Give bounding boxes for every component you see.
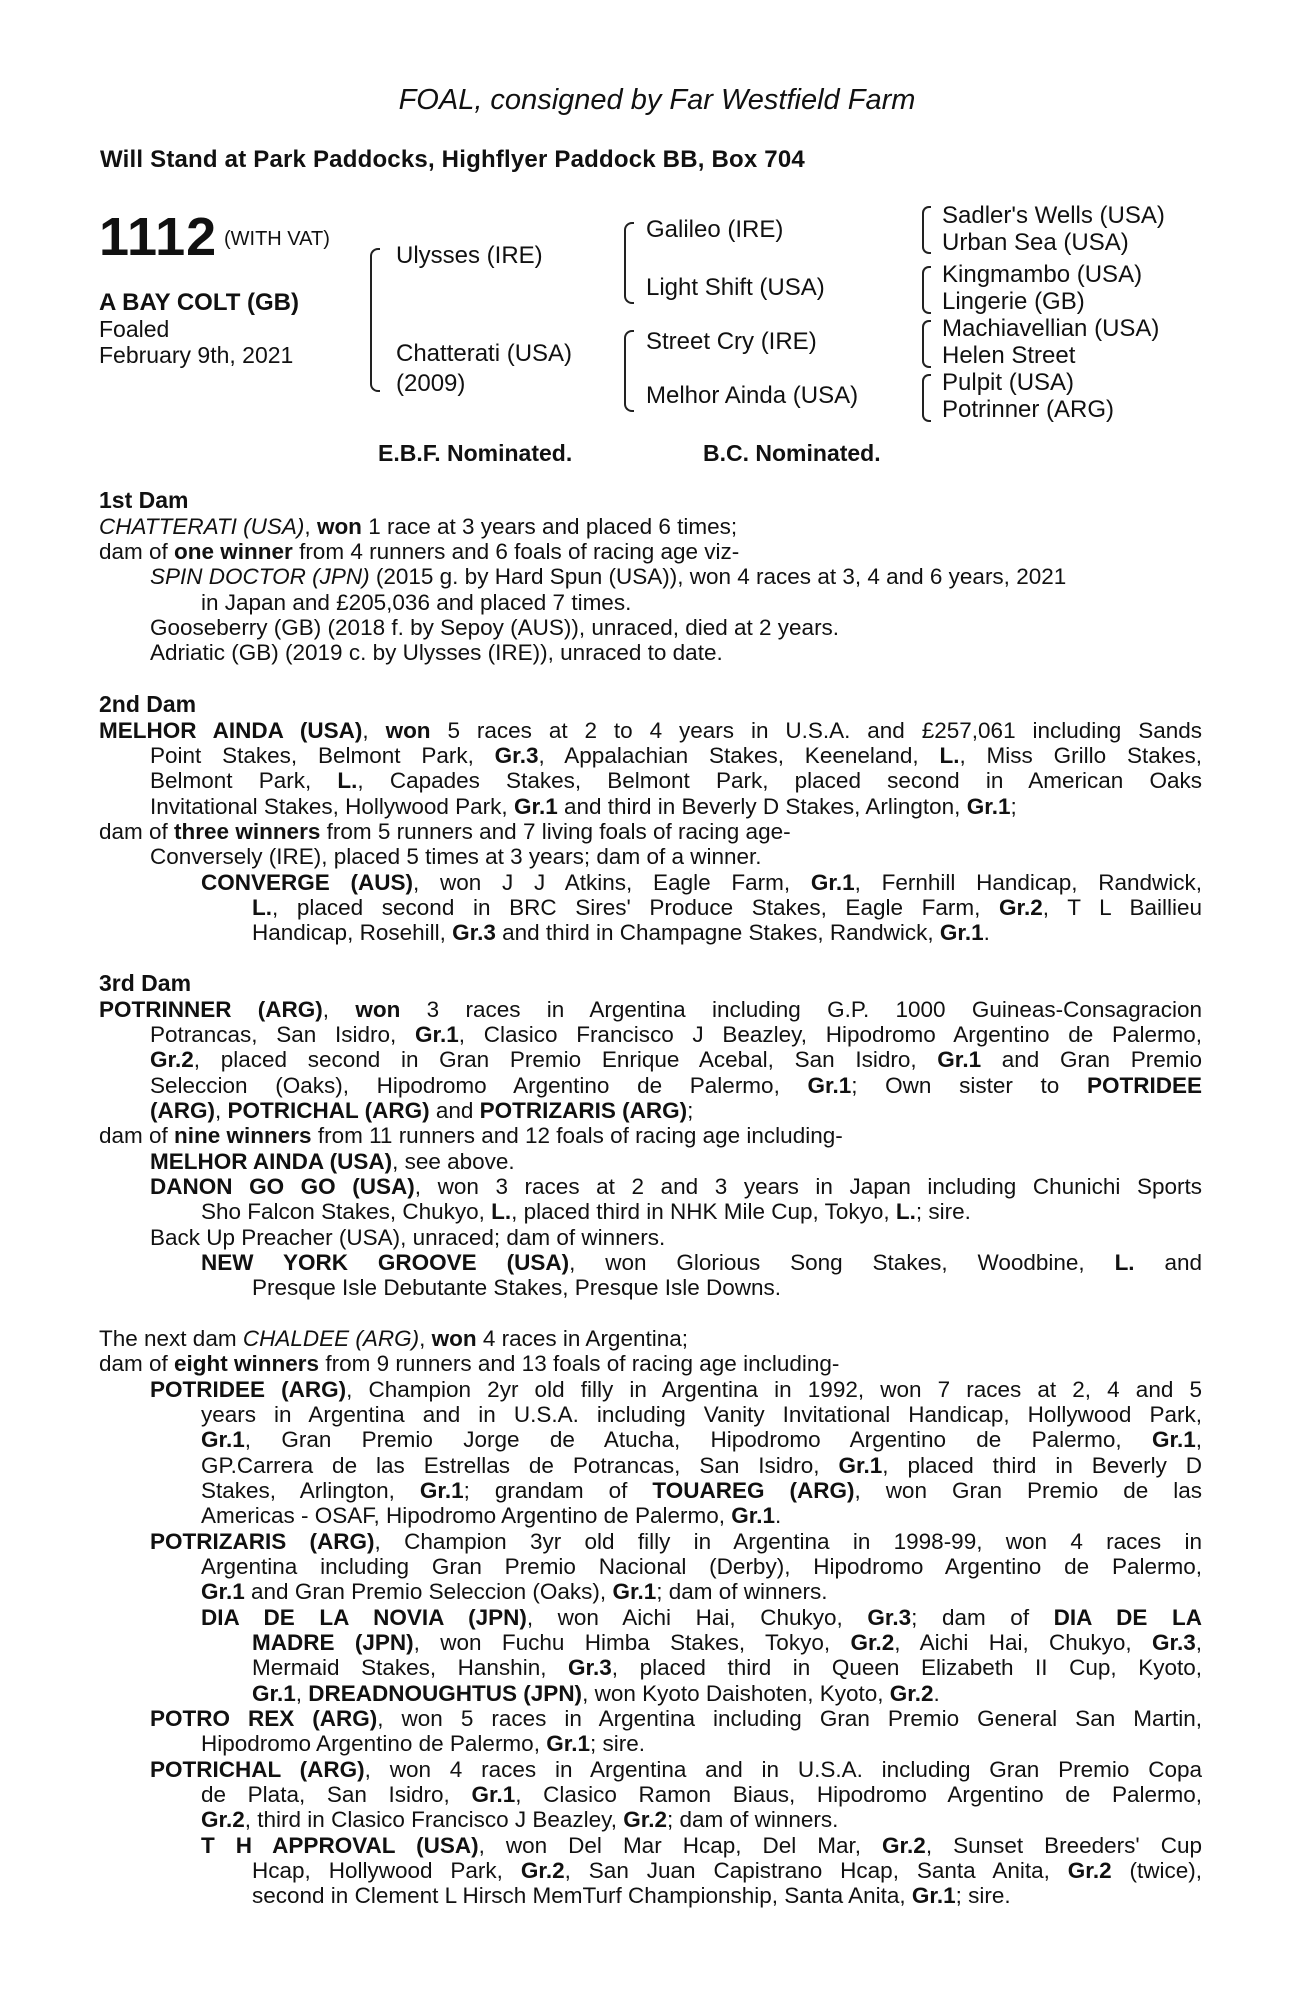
text-run: ; dam of winners. [656,1579,828,1604]
text-run: , T L Baillieu [1042,895,1202,920]
text-run: , third in Clasico Francisco J Beazley, [244,1807,624,1832]
text-run: POTRICHAL (ARG) [150,1757,365,1782]
text-run: Gr.2 [889,1681,934,1706]
text-run: , Clasico Francisco J Beazley, Hipodromo Argentino de Palermo, [458,1022,1203,1047]
dam2-line [252,895,1202,920]
dam1-line [150,615,839,640]
ebf-nomination: E.B.F. Nominated. [378,440,573,466]
text-run: Argentina including Gran Premio Nacional (Derby), Hipodromo Argentino de Palermo, [201,1554,1202,1579]
text-run: Gr.3 [452,920,496,945]
dam3-line [150,1149,515,1174]
vat-note: (WITH VAT) [224,228,330,250]
text-run: and [429,1098,480,1123]
text-run: , [1195,1630,1202,1655]
text-run: , Champion 2yr old filly in Argentina in 1992, won 7 races at 2, 4 and 5 [346,1377,1202,1402]
next-dam-line [99,1351,839,1376]
dam3-line [150,1047,1202,1072]
foaled-date: February 9th, 2021 [99,342,294,368]
text-run: ; [687,1098,694,1123]
text-run: from 9 runners and 13 foals of racing age including- [319,1351,840,1376]
text-run: L. [252,895,272,920]
next-dam-line [201,1807,838,1832]
text-run: (ARG) [150,1098,215,1123]
text-run: and third in Champagne Stakes, Randwick, [495,920,940,945]
text-run: , Appalachian Stakes, Keeneland, [538,743,940,768]
text-run: DIA DE LA [1053,1605,1202,1630]
stand-location: Will Stand at Park Paddocks, Highflyer Paddock BB, Box 704 [100,146,805,173]
text-run: years in Argentina and in U.S.A. including Vanity Invitational Handicap, Hollywood Park, [201,1402,1202,1427]
text-run: Gr.2 [520,1858,565,1883]
pedigree-dds: Pulpit (USA) [942,369,1075,396]
next-dam-line [150,1706,1202,1731]
dam2-line [150,794,1017,819]
text-run: DREADNOUGHTUS (JPN) [308,1681,583,1706]
next-dam-line [252,1655,1202,1680]
text-run: , won Glorious Song Stakes, Woodbine, [569,1250,1115,1275]
text-run: ; Own sister to [851,1073,1087,1098]
text-run: 1 race at 3 years and placed 6 times; [361,514,738,539]
bc-nomination: B.C. Nominated. [703,440,881,466]
text-run: , won J J Atkins, Eagle Farm, [413,870,811,895]
text-run: POTRIDEE [1086,1073,1202,1098]
text-run: ; sire. [589,1731,645,1756]
text-run: TOUAREG (ARG) [652,1478,855,1503]
text-run: MADRE (JPN) [252,1630,414,1655]
dam2-line [99,718,1202,743]
text-run: . [775,1503,782,1528]
text-run: Gr.1 [414,1022,459,1047]
text-run: , won 4 races in Argentina and in U.S.A. including Gran Premio Copa [364,1757,1202,1782]
text-run: ; sire. [915,1199,971,1224]
text-run: , [362,718,386,743]
text-run: , Miss Grillo Stakes, [959,743,1202,768]
text-run: Gr.3 [1151,1630,1196,1655]
text-run: 4 races in Argentina; [476,1326,689,1351]
next-dam-line [252,1883,1011,1908]
text-run: . [933,1681,940,1706]
text-run: Presque Isle Debutante Stakes, Presque Isle Downs. [252,1275,782,1300]
text-run: Handicap, Rosehill, [252,920,453,945]
text-run: , Gran Premio Jorge de Atucha, Hipodromo Argentino de Palermo, [244,1427,1152,1452]
text-run: , [322,997,356,1022]
text-run: won [385,718,431,743]
text-run: dam of [99,1351,175,1376]
text-run: and [1134,1250,1203,1275]
text-run: . [983,920,990,945]
text-run: , [295,1681,309,1706]
lot-title: A BAY COLT (GB) [99,289,300,316]
text-run: Point Stakes, Belmont Park, [150,743,495,768]
text-run: nine winners [174,1123,312,1148]
text-run: Gr.2 [150,1047,194,1072]
text-run: Mermaid Stakes, Hanshin, [252,1655,569,1680]
text-run: Gr.1 [1151,1427,1196,1452]
dam3-line [150,1174,1202,1199]
text-run: Gr.2 [998,895,1043,920]
text-run: won [355,997,401,1022]
text-run: (2015 g. by Hard Spun (USA)), won 4 races at 3, 4 and 6 years, 2021 [369,564,1067,589]
text-run: Conversely (IRE), placed 5 times at 3 years; dam of a winner. [150,844,762,869]
pedigree-ddd: Potrinner (ARG) [942,396,1115,423]
text-run: POTRICHAL (ARG) [227,1098,430,1123]
text-run: Gr.2 [623,1807,668,1832]
text-run: ; sire. [955,1883,1011,1908]
text-run: Gr.1 [471,1782,516,1807]
dam2-line [150,743,1202,768]
text-run: , won 3 races at 2 and 3 years in Japan including Chunichi Sports [414,1174,1202,1199]
text-run: eight winners [174,1351,320,1376]
text-run: Gr.1 [911,1883,956,1908]
next-dam-line [150,1377,1202,1402]
text-run: Gr.1 [807,1073,852,1098]
pedigree-dam: Chatterati (USA) [396,340,573,367]
pedigree-brace [922,374,931,422]
next-dam-line [201,1402,1202,1427]
text-run: dam of [99,539,175,564]
text-run: , [419,1326,432,1351]
text-run: Adriatic (GB) (2019 c. by Ulysses (IRE)), unraced to date. [150,640,723,665]
text-run: and Gran Premio [981,1047,1202,1072]
pedigree-ssd: Urban Sea (USA) [942,229,1129,256]
text-run: , won 5 races in Argentina including Gran Premio General San Martin, [377,1706,1202,1731]
text-run: L. [1114,1250,1135,1275]
text-run: dam of [99,1123,175,1148]
text-run: Gr.3 [867,1605,912,1630]
dam3-line [201,1250,1202,1275]
text-run: , Capades Stakes, Belmont Park, placed second in American Oaks [357,768,1203,793]
text-run: from 11 runners and 12 foals of racing age including- [311,1123,843,1148]
text-run: Gr.2 [201,1807,245,1832]
text-run: MELHOR AINDA (USA) [99,718,363,743]
text-run: Gooseberry (GB) (2018 f. by Sepoy (AUS)), unraced, died at 2 years. [150,615,840,640]
text-run: NEW YORK GROOVE (USA) [201,1250,570,1275]
text-run: , won Fuchu Himba Stakes, Tokyo, [413,1630,851,1655]
pedigree-brace [370,248,380,392]
text-run: Gr.1 [513,794,558,819]
text-run: and third in Beverly D Stakes, Arlington, [557,794,967,819]
text-run: Gr.1 [939,920,984,945]
text-run: L. [939,743,960,768]
dam3-line [150,1225,665,1250]
next-dam-line [99,1326,688,1351]
text-run: Gr.2 [1067,1858,1112,1883]
text-run: Sho Falcon Stakes, Chukyo, [201,1199,492,1224]
text-run: GP.Carrera de las Estrellas de Potrancas, San Isidro, [201,1453,839,1478]
pedigree-sds: Kingmambo (USA) [942,261,1143,288]
text-run: , placed second in BRC Sires' Produce Stakes, Eagle Farm, [272,895,999,920]
text-run: Gr.1 [937,1047,982,1072]
text-run: Hcap, Hollywood Park, [252,1858,521,1883]
text-run: Potrancas, San Isidro, [150,1022,415,1047]
text-run: T H APPROVAL (USA) [201,1833,479,1858]
section-3rd-dam: 3rd Dam [99,970,192,996]
text-run: ; dam of winners. [667,1807,839,1832]
text-run: Gr.1 [201,1579,245,1604]
text-run: Gr.2 [882,1833,926,1858]
text-run: The next dam [99,1326,243,1351]
text-run: Gr.1 [612,1579,657,1604]
pedigree-dss: Machiavellian (USA) [942,315,1160,342]
text-run: (twice), [1111,1858,1202,1883]
pedigree-brace [922,266,931,314]
lot-number: 1112 [99,207,218,267]
text-run: , won Aichi Hai, Chukyo, [526,1605,868,1630]
text-run: Gr.3 [568,1655,612,1680]
next-dam-line [201,1554,1202,1579]
section-1st-dam: 1st Dam [99,487,189,513]
text-run: , [304,514,317,539]
text-run: in Japan and £205,036 and placed 7 times. [201,590,632,615]
text-run: won [431,1326,477,1351]
dam1-line [150,640,723,665]
text-run: Back Up Preacher (USA), unraced; dam of winners. [150,1225,666,1250]
pedigree-sire-sire: Galileo (IRE) [646,216,784,243]
text-run: Hipodromo Argentino de Palermo, [201,1731,547,1756]
next-dam-line [201,1605,1202,1630]
text-run: DANON GO GO (USA) [150,1174,415,1199]
pedigree-sire-dam: Light Shift (USA) [646,274,825,301]
dam3-line [150,1073,1202,1098]
next-dam-line [201,1731,645,1756]
next-dam-line [252,1630,1202,1655]
foaled-label: Foaled [99,316,170,342]
text-run: , won Kyoto Daishoten, Kyoto, [582,1681,890,1706]
text-run: Gr.1 [546,1731,590,1756]
text-run: , placed third in NHK Mile Cup, Tokyo, [511,1199,896,1224]
dam2-line [150,768,1202,793]
text-run: , see above. [392,1149,515,1174]
text-run: , Clasico Ramon Biaus, Hipodromo Argentino de Palermo, [515,1782,1202,1807]
text-run: de Plata, San Isidro, [201,1782,472,1807]
text-run: second in Clement L Hirsch MemTurf Championship, Santa Anita, [252,1883,912,1908]
text-run: Gr.1 [966,794,1011,819]
next-dam-line [201,1478,1202,1503]
text-run: ; grandam of [463,1478,653,1503]
dam3-line [99,997,1202,1022]
text-run: , won Del Mar Hcap, Del Mar, [478,1833,883,1858]
dam2-line [150,844,762,869]
text-run: one winner [174,539,293,564]
text-run: POTRIDEE (ARG) [150,1377,347,1402]
text-run: and Gran Premio Seleccion (Oaks), [244,1579,613,1604]
text-run: three winners [174,819,321,844]
text-run: Gr.1 [201,1427,245,1452]
next-dam-line [201,1453,1202,1478]
text-run: Gr.1 [252,1681,296,1706]
pedigree-sdd: Lingerie (GB) [942,288,1085,315]
text-run: , Champion 3yr old filly in Argentina in 1998-99, won 4 races in [374,1529,1202,1554]
text-run: , placed second in Gran Premio Enrique Acebal, San Isidro, [193,1047,938,1072]
dam2-line [99,819,791,844]
text-run: SPIN DOCTOR (JPN) [150,564,370,589]
text-run: MELHOR AINDA (USA) [150,1149,393,1174]
dam3-line [99,1123,843,1148]
consignment-line: FOAL, consigned by Far Westfield Farm [398,84,916,116]
dam2-line [252,920,990,945]
text-run: CONVERGE (AUS) [201,870,414,895]
text-run: Invitational Stakes, Hollywood Park, [150,794,514,819]
text-run: L. [895,1199,916,1224]
text-run: ; [1010,794,1017,819]
text-run: , [1195,1427,1202,1452]
pedigree-dam-sire: Street Cry (IRE) [646,328,817,355]
text-run: CHALDEE (ARG) [242,1326,420,1351]
next-dam-line [252,1681,940,1706]
next-dam-line [201,1427,1202,1452]
pedigree-dam-year: (2009) [396,370,466,397]
text-run: from 5 runners and 7 living foals of racing age- [320,819,791,844]
text-run: won [316,514,362,539]
text-run: , Sunset Breeders' Cup [925,1833,1203,1858]
text-run: ; dam of [911,1605,1054,1630]
text-run: Gr.2 [850,1630,895,1655]
text-run: L. [491,1199,512,1224]
text-run: POTRIZARIS (ARG) [479,1098,688,1123]
text-run: dam of [99,819,175,844]
text-run: DIA DE LA NOVIA (JPN) [201,1605,527,1630]
text-run: , [214,1098,228,1123]
text-run: POTRINNER (ARG) [99,997,323,1022]
dam1-line [150,564,1066,589]
text-run: Gr.1 [731,1503,776,1528]
pedigree-dsd: Helen Street [942,342,1076,369]
dam3-line [150,1022,1202,1047]
next-dam-line [201,1579,828,1604]
dam3-line [201,1199,971,1224]
next-dam-line [201,1782,1202,1807]
text-run: , Fernhill Handicap, Randwick, [854,870,1202,895]
pedigree-brace [922,320,931,368]
next-dam-line [150,1757,1202,1782]
text-run: Belmont Park, [150,768,338,793]
text-run: POTRIZARIS (ARG) [150,1529,375,1554]
text-run: , placed third in Queen Elizabeth II Cup, Kyoto, [611,1655,1202,1680]
text-run: Gr.1 [419,1478,464,1503]
next-dam-line [201,1833,1202,1858]
pedigree-brace [624,222,634,304]
text-run: Seleccion (Oaks), Hipodromo Argentino de Palermo, [150,1073,808,1098]
pedigree-sire: Ulysses (IRE) [396,242,543,269]
dam1-line [99,514,737,539]
text-run: Gr.1 [838,1453,883,1478]
dam3-line [150,1098,693,1123]
text-run: POTRO REX (ARG) [150,1706,378,1731]
text-run: , San Juan Capistrano Hcap, Santa Anita, [564,1858,1068,1883]
text-run: , won Gran Premio de las [854,1478,1202,1503]
pedigree-dam-dam: Melhor Ainda (USA) [646,382,859,409]
dam1-line [201,590,631,615]
dam3-line [252,1275,781,1300]
dam2-line [201,870,1202,895]
next-dam-line [252,1858,1202,1883]
text-run: Gr.3 [494,743,539,768]
section-2nd-dam: 2nd Dam [99,691,197,717]
text-run: CHATTERATI (USA) [99,514,305,539]
text-run: , placed third in Beverly D [882,1453,1202,1478]
pedigree-sss: Sadler's Wells (USA) [942,202,1165,229]
text-run: , Aichi Hai, Chukyo, [894,1630,1152,1655]
text-run: 3 races in Argentina including G.P. 1000 Guineas-Consagracion [400,997,1202,1022]
text-run: Stakes, Arlington, [201,1478,420,1503]
text-run: from 4 runners and 6 foals of racing age viz- [292,539,740,564]
next-dam-line [201,1503,781,1528]
pedigree-brace [624,330,634,412]
text-run: Gr.1 [810,870,855,895]
text-run: L. [337,768,358,793]
text-run: Americas - OSAF, Hipodromo Argentino de Palermo, [201,1503,732,1528]
next-dam-line [150,1529,1202,1554]
text-run: 5 races at 2 to 4 years in U.S.A. and £257,061 including Sands [430,718,1203,743]
dam1-line [99,539,739,564]
pedigree-brace [922,206,931,254]
